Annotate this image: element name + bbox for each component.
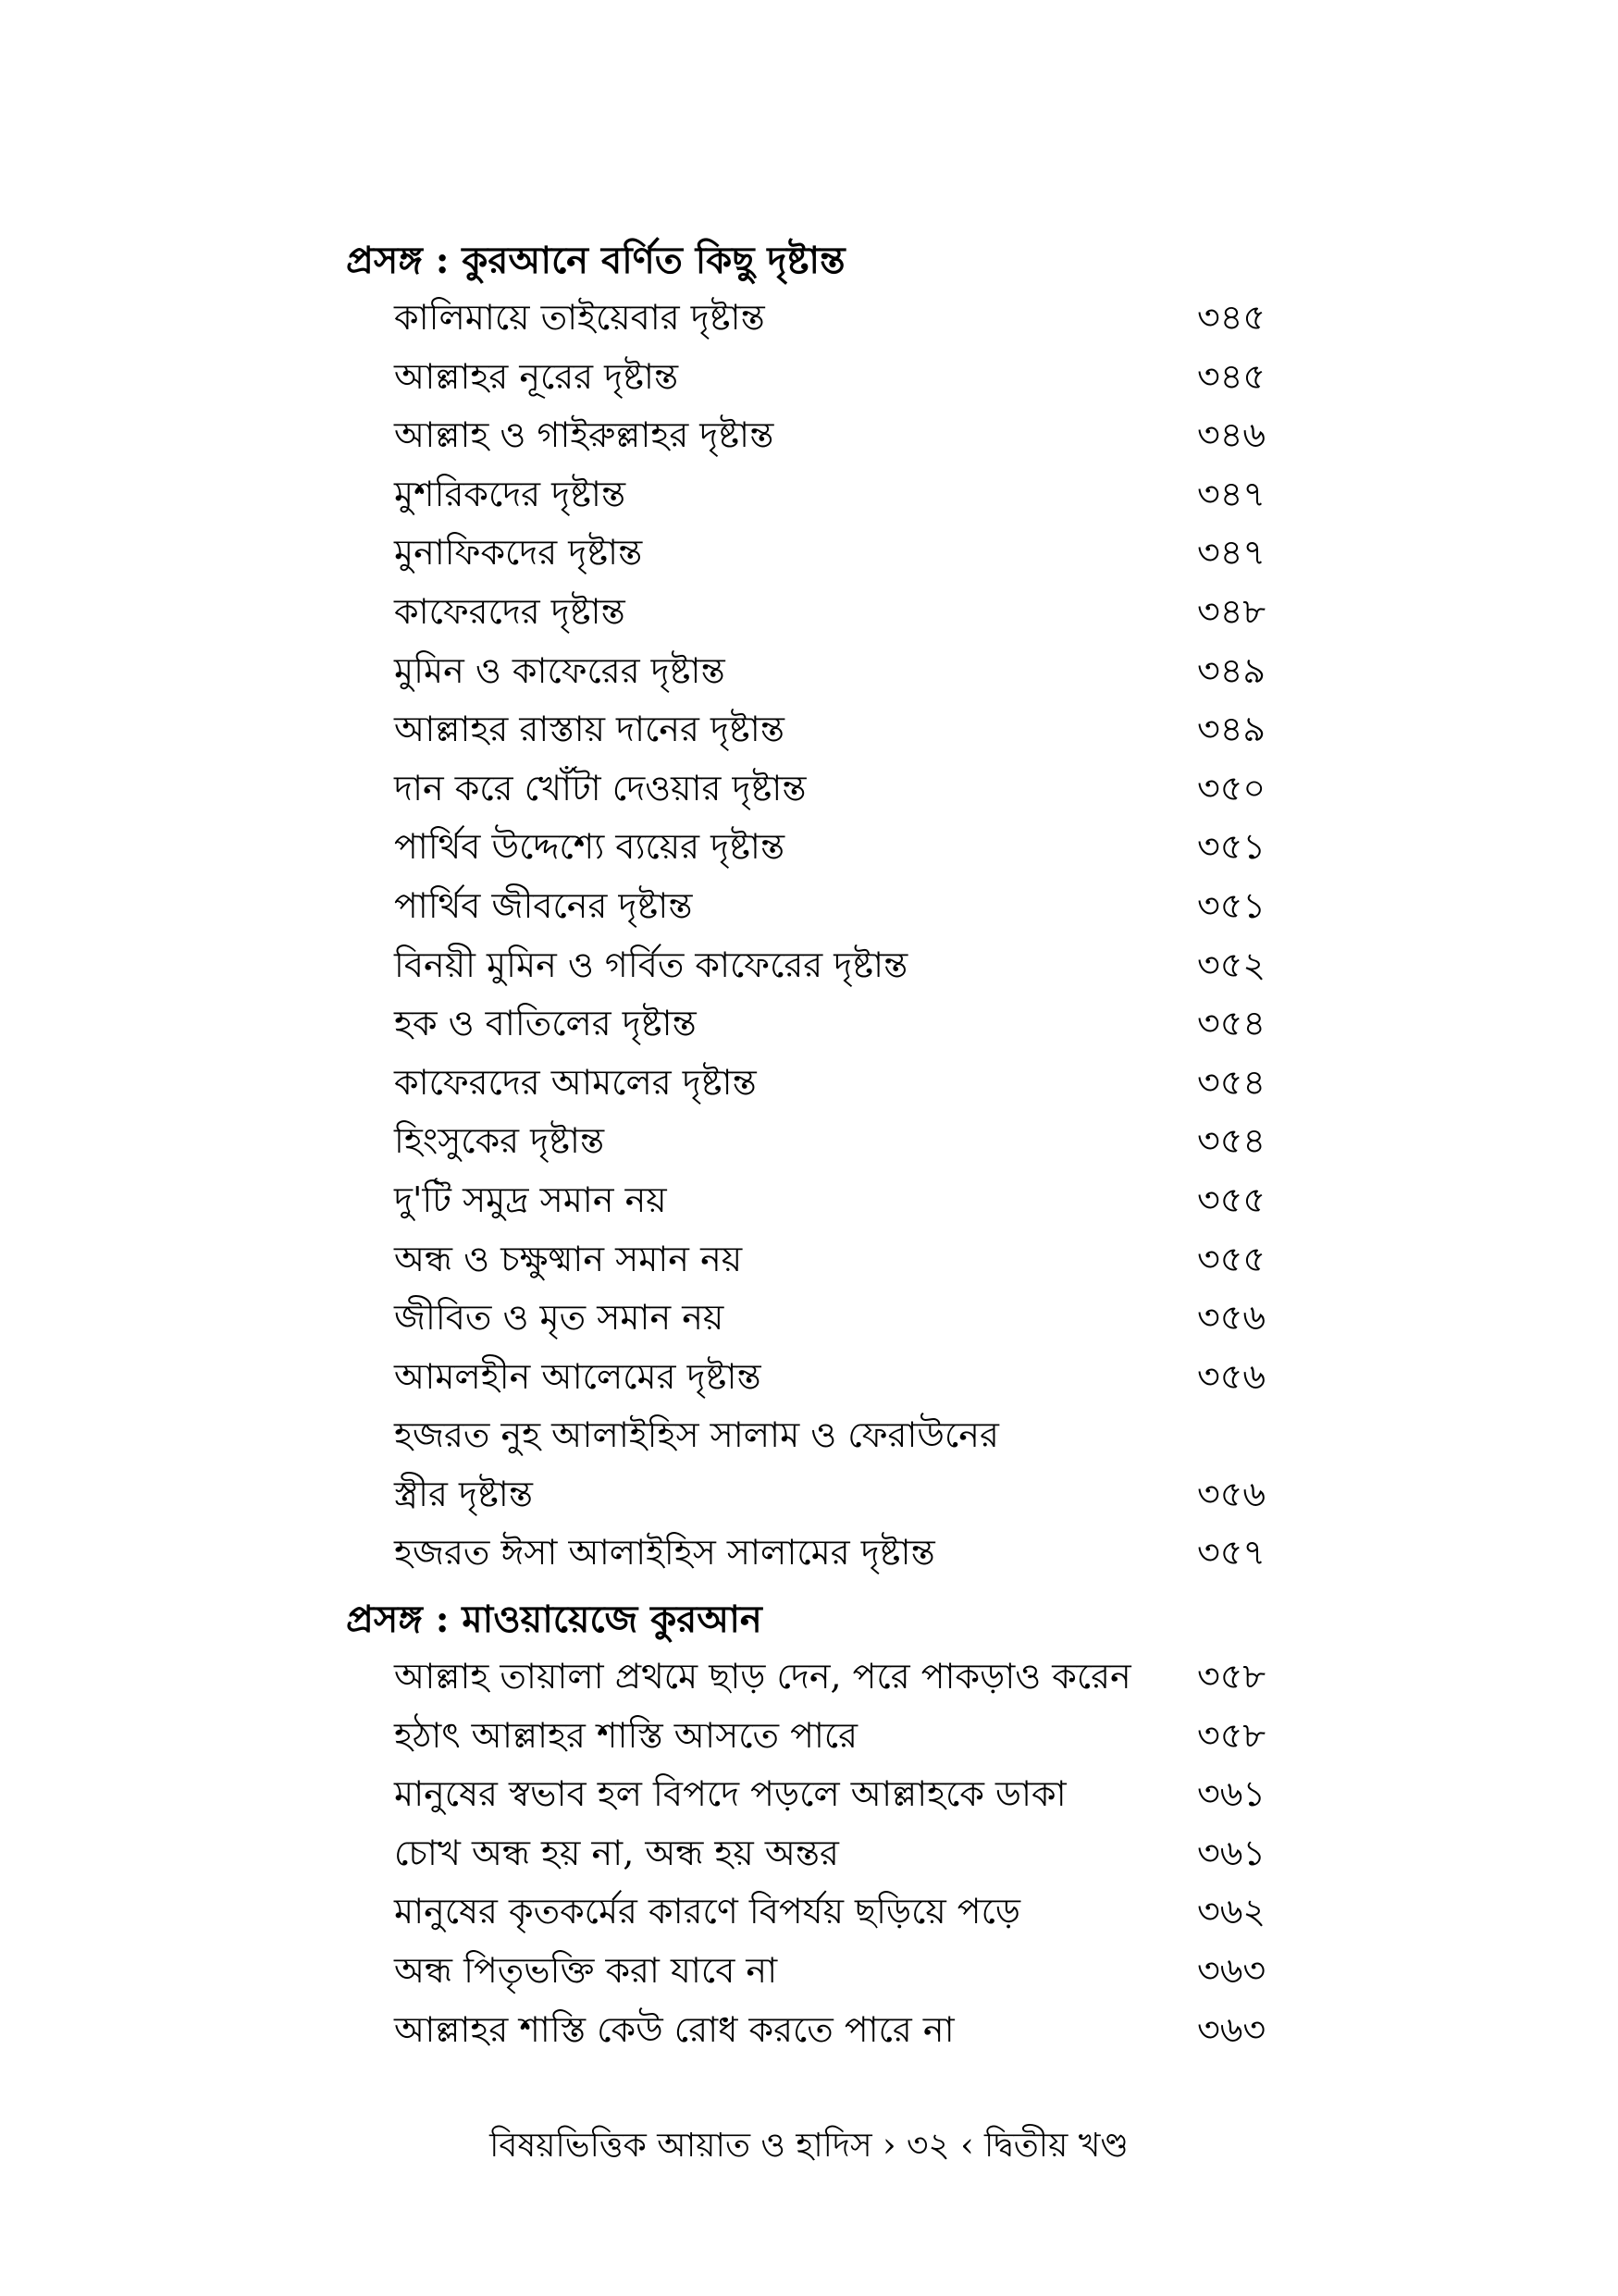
entry-page-number: ৩৫১ <box>1197 826 1266 868</box>
toc-entry <box>346 406 1280 465</box>
entry-page-number: ৩৪৮ <box>1197 590 1266 632</box>
entry-page-number: ৩৫৪ <box>1197 1120 1266 1162</box>
entry-page-number: ৩৪৯ <box>1197 709 1266 750</box>
entry-page-number: ৩৫০ <box>1197 767 1266 809</box>
toc-entry <box>346 818 1280 877</box>
entry-title: বিনয়ী মুমিন ও গর্বিত কাফেরের দৃষ্টান্ত <box>394 944 908 985</box>
entry-title: দু'টি সমুদ্র সমান নয় <box>394 1179 667 1220</box>
toc-entry <box>346 1707 1280 1766</box>
entry-page-number: ৩৫২ <box>1197 944 1266 985</box>
entry-page-number: ৩৪৯ <box>1197 649 1266 691</box>
toc-entry <box>346 1824 1280 1883</box>
entry-title: জীবিত ও মৃত সমান নয় <box>394 1297 724 1339</box>
entry-page-number: ৩৪৫ <box>1197 297 1266 338</box>
running-footer: বিষয়ভিত্তিক আয়াত ও হাদিস › ৩২ ‹ দ্বিতীয় খণ্ড <box>489 2127 1129 2165</box>
toc-entry <box>346 642 1280 701</box>
entry-title: মানুষের কৃতকর্মের কারণে বিপর্যয় ছড়িয়ে পড়ে <box>394 1891 1020 1932</box>
entry-title: কাফেরদের দৃষ্টান্ত <box>394 590 625 632</box>
entry-page-number: ৩৬৩ <box>1197 2008 1266 2050</box>
entry-title: হিংসুকের দৃষ্টান্ত <box>394 1120 605 1162</box>
section-heading: প্রসঙ্গ : কুরআনে বর্ণিত কিছু দৃষ্টান্ত <box>346 239 846 282</box>
entry-title: আল্লাহর নূরের দৃষ্টান্ত <box>394 355 679 397</box>
entry-page-number: ৩৫৬ <box>1197 1473 1266 1514</box>
toc-entry <box>346 348 1280 407</box>
entry-title: আল্লাহ ও গাইরুল্লাহর দৃষ্টান্ত <box>394 414 774 456</box>
toc-entry <box>346 1524 1280 1583</box>
entry-title: মানুষের স্বভাব হল বিপদে পড়লে আল্লাহকে ডাকা <box>394 1773 1067 1815</box>
toc-entry <box>346 1765 1280 1824</box>
toc-entry <box>346 994 1280 1054</box>
toc-entry <box>346 1289 1280 1348</box>
toc-entry <box>346 2001 1280 2060</box>
entry-title: আল্লাহ তায়ালা প্রথমে ছাড় দেন, পরে পাকড়াও করেন <box>394 1656 1131 1697</box>
toc-entry <box>346 936 1280 995</box>
toc-entry <box>346 1942 1280 2001</box>
entry-page-number: ৩৫৮ <box>1197 1714 1266 1756</box>
entry-title: আল্লাহর রাস্তায় দানের দৃষ্টান্ত <box>394 709 784 750</box>
toc-section-drishtanto <box>346 233 1280 1583</box>
entry-page-number: ৩৬৩ <box>1197 1950 1266 1992</box>
entry-title: দান করে খোঁটা দেওয়ার দৃষ্টান্ত <box>394 767 807 809</box>
toc-entry <box>346 583 1280 642</box>
entry-page-number: ৩৪৭ <box>1197 473 1266 514</box>
entry-page-number: ৩৫৬ <box>1197 1355 1266 1397</box>
toc-entry <box>346 700 1280 759</box>
entry-title: অন্ধ পিতৃভক্তি করা যাবে না <box>394 1950 778 1992</box>
toc-entry <box>346 1171 1280 1230</box>
entry-title: হঠাৎ আল্লাহর শাস্তি আসতে পারে <box>394 1714 858 1756</box>
entry-title: পার্থিব জীবনের দৃষ্টান্ত <box>394 884 693 926</box>
entry-page-number: ৩৬২ <box>1197 1891 1266 1932</box>
entry-title: কাফেরদের আমলের দৃষ্টান্ত <box>394 1061 757 1103</box>
entry-title: কালিমায়ে তাইয়েবার দৃষ্টান্ত <box>394 297 765 338</box>
toc-entry <box>346 289 1280 348</box>
toc-entry <box>346 1882 1280 1942</box>
entry-page-number: ৩৬১ <box>1197 1773 1266 1815</box>
toc-entry <box>346 1230 1280 1290</box>
entry-page-number: ৩৫৫ <box>1197 1238 1266 1279</box>
entry-page-number: ৩৪৬ <box>1197 414 1266 456</box>
entry-page-number: ৩৫৪ <box>1197 1003 1266 1044</box>
entry-page-number: ৩৪৫ <box>1197 355 1266 397</box>
entry-title: অন্ধ ও চক্ষুষ্মান সমান নয় <box>394 1238 743 1279</box>
entry-title: চোখ অন্ধ হয় না, অন্ধ হয় অন্তর <box>394 1832 839 1873</box>
toc-entry <box>346 1648 1280 1707</box>
entry-title: আল্লাহর শাস্তি কেউ রোধ করতে পারে না <box>394 2008 955 2050</box>
entry-title: মুশরিকদের দৃষ্টান্ত <box>394 473 626 514</box>
entry-title: পার্থিব উদ্দেশ্যে ব্যয়ের দৃষ্টান্ত <box>394 826 785 868</box>
entry-title: হজরত ঈসা আলাইহিস সালামের দৃষ্টান্ত <box>394 1532 935 1574</box>
entry-page-number: ৩৫৬ <box>1197 1297 1266 1339</box>
toc-entry <box>346 1348 1280 1407</box>
entry-title: মুনাফিকদের দৃষ্টান্ত <box>394 532 643 574</box>
table-of-contents <box>346 233 1280 2068</box>
entry-page-number: ৩৫৮ <box>1197 1656 1266 1697</box>
toc-section-mawayez <box>346 1592 1280 2059</box>
toc-entry <box>346 1054 1280 1113</box>
entry-title-line: স্ত্রীর দৃষ্টান্ত <box>394 1473 533 1514</box>
entry-page-number: ৩৫৭ <box>1197 1532 1266 1574</box>
entry-page-number: ৩৬১ <box>1197 1832 1266 1873</box>
toc-entry <box>346 1406 1280 1524</box>
toc-entry <box>346 524 1280 583</box>
entry-page-number: ৩৫৪ <box>1197 1061 1266 1103</box>
toc-entry <box>346 877 1280 936</box>
entry-title-line: হজরত নুহ আলাইহিস সালাম ও ফেরাউনের <box>394 1414 999 1456</box>
entry-page-number: ৩৫১ <box>1197 884 1266 926</box>
section-heading: প্রসঙ্গ : মাওয়ায়েজে কুরআন <box>346 1598 762 1642</box>
entry-title: আমলহীন আলেমের দৃষ্টান্ত <box>394 1355 761 1397</box>
entry-page-number: ৩৪৭ <box>1197 532 1266 574</box>
entry-title: মুমিন ও কাফেরের দৃষ্টান্ত <box>394 649 725 691</box>
entry-page-number: ৩৫৫ <box>1197 1179 1266 1220</box>
toc-entry <box>346 1112 1280 1171</box>
toc-entry <box>346 759 1280 819</box>
toc-entry <box>346 465 1280 525</box>
entry-title <box>394 1406 1197 1524</box>
entry-title: হক ও বাতিলের দৃষ্টান্ত <box>394 1003 697 1044</box>
